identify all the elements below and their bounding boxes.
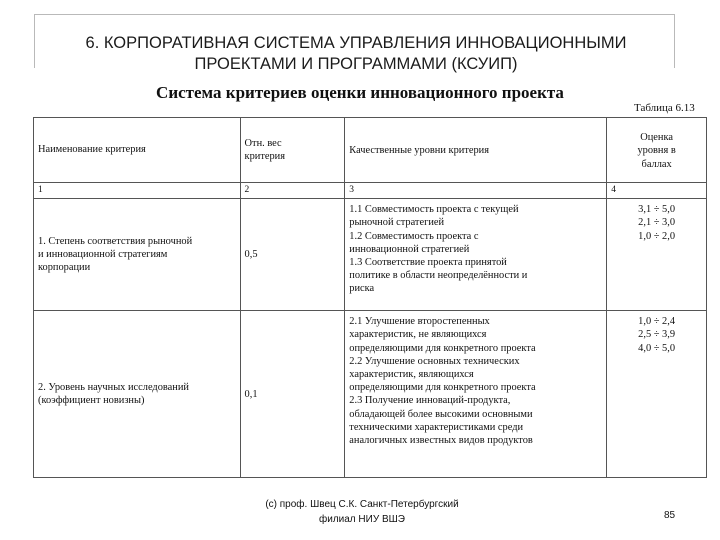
score-line: 2,1 ÷ 3,0 [638, 217, 676, 229]
footer-credit-line-1: (с) проф. Швец С.К. Санкт-Петербургский [265, 499, 459, 510]
criterion-scores [607, 199, 707, 311]
criteria-table [33, 117, 707, 478]
level-line: политике в области неопределённости и [349, 270, 528, 282]
header-score-line-1: Оценка [640, 132, 673, 144]
criterion-weight: 0,1 [240, 311, 345, 478]
level-line: риска [349, 283, 375, 295]
level-line: 1.2 Совместимость проекта с [349, 230, 479, 242]
table-row [34, 311, 707, 478]
slide-title-line-2: ПРОЕКТАМИ И ПРОГРАММАМИ (КСУИП) [194, 55, 518, 73]
score-line: 2,5 ÷ 3,9 [638, 329, 676, 341]
table-label: Таблица 6.13 [634, 102, 695, 114]
criterion-levels [345, 199, 607, 311]
criterion-name-line: корпорации [38, 262, 91, 274]
score-line: 4,0 ÷ 5,0 [638, 342, 676, 354]
column-number: 2 [240, 183, 345, 199]
level-line: определяющими для конкретного проекта [349, 342, 536, 354]
page-number: 85 [664, 510, 676, 521]
criterion-name-line: 1. Степень соответствия рыночной [38, 235, 193, 247]
level-line: техническими характеристиками среди [349, 421, 524, 433]
column-number: 3 [345, 183, 607, 199]
criterion-name-line: 2. Уровень научных исследований [38, 382, 189, 393]
criterion-name-line: и инновационной стратегиям [38, 249, 168, 261]
level-line: 1.1 Совместимость проекта с текущей [349, 204, 519, 216]
footer-credit-line-2: филиал НИУ ВШЭ [319, 514, 405, 525]
header-score-line-2: уровня в [637, 145, 676, 157]
header-score-line-3: баллах [641, 158, 672, 170]
level-line: рыночной стратегией [349, 217, 445, 229]
level-line: 2.2 Улучшение основных технических [349, 355, 520, 367]
column-number: 4 [607, 183, 707, 199]
score-line: 1,0 ÷ 2,4 [638, 316, 676, 328]
column-number-row [34, 183, 707, 199]
level-line: 1.3 Соответствие проекта принятой [349, 257, 507, 269]
level-line: инновационной стратегией [349, 243, 470, 255]
table-header-row [34, 118, 707, 183]
slide-subtitle: Система критериев оценки инновационного проекта [156, 83, 564, 102]
slide-title-line-1: 6. КОРПОРАТИВНАЯ СИСТЕМА УПРАВЛЕНИЯ ИННОВАЦИОННЫМИ [85, 34, 627, 52]
criterion-weight: 0,5 [240, 199, 345, 311]
level-line: характеристик, не являющихся [349, 329, 487, 341]
level-line: 2.3 Получение инноваций-продукта, [349, 395, 511, 407]
header-score [607, 118, 707, 183]
level-line: аналогичных известных видов продуктов [349, 435, 533, 447]
criterion-scores [607, 311, 707, 478]
criterion-levels [345, 311, 607, 478]
level-line: характеристик, являющихся [349, 369, 474, 381]
header-criterion-name: Наименование критерия [34, 118, 241, 183]
level-line: 2.1 Улучшение второстепенных [349, 316, 490, 328]
header-relative-weight [240, 118, 345, 183]
footer-credit [232, 497, 492, 527]
header-weight-line-2: критерия [244, 151, 286, 162]
level-line: обладающей более высокими основными [349, 408, 533, 420]
header-weight-line-1: Отн. вес [244, 137, 282, 149]
table-row [34, 199, 707, 311]
score-line: 3,1 ÷ 5,0 [638, 204, 676, 216]
slide-title [36, 33, 676, 75]
criterion-name-line: (коэффициент новизны) [38, 395, 145, 407]
criterion-name [34, 311, 241, 478]
header-quality-levels: Качественные уровни критерия [345, 118, 607, 183]
level-line: определяющими для конкретного проекта [349, 382, 536, 394]
title-frame-top [34, 14, 674, 15]
title-frame-left [34, 14, 35, 68]
column-number: 1 [34, 183, 241, 199]
criterion-name [34, 199, 241, 311]
score-line: 1,0 ÷ 2,0 [638, 230, 676, 242]
